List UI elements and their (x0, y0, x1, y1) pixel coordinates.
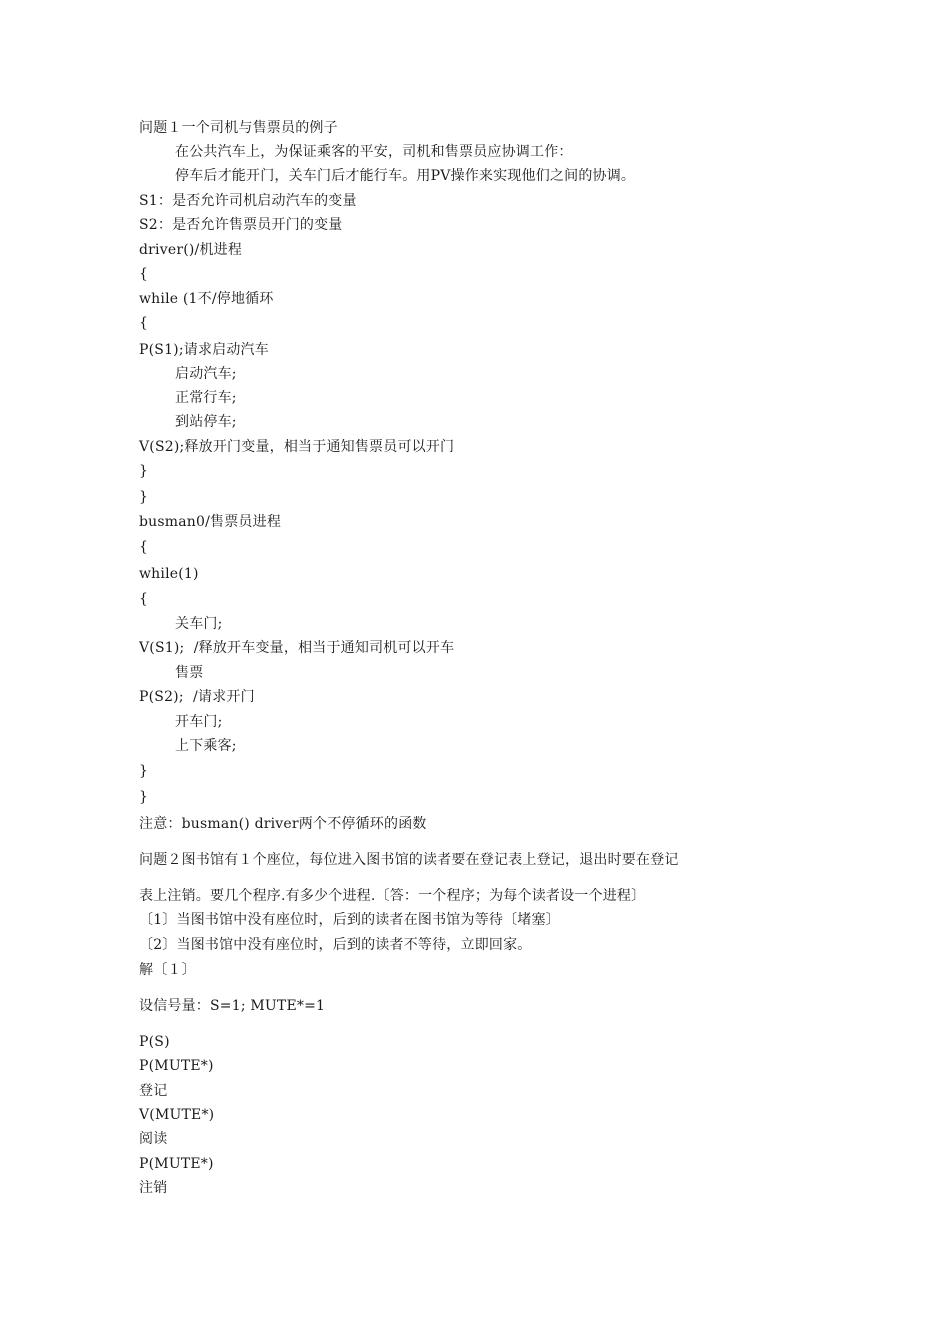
code-line: { (139, 591, 149, 607)
text-line: 停车后才能开门，关车门后才能行车。用PV操作来实现他们之间的协调。 (175, 168, 636, 184)
code-line: } (139, 463, 149, 479)
code-line: V(S1); /释放开车变量，相当于通知司机可以开车 (139, 640, 455, 656)
code-line: driver()/机进程 (139, 242, 243, 258)
code-line: } (139, 789, 149, 805)
code-line: 正常行车; (175, 390, 237, 406)
code-line: 上下乘客; (175, 738, 237, 754)
heading-problem-2: 问题２图书馆有１个座位，每位进入图书馆的读者要在登记表上登记，退出时要在登记 (139, 852, 679, 868)
code-line: 登记 (139, 1083, 168, 1099)
text-line: 在公共汽车上，为保证乘客的平安，司机和售票员应协调工作： (175, 144, 573, 160)
code-line: busman0/售票员进程 (139, 514, 282, 530)
code-line: { (139, 266, 149, 282)
text-line: 设信号量：S=1; MUTE*=1 (139, 998, 326, 1014)
code-line: 到站停车; (175, 414, 237, 430)
text-line: S1：是否允许司机启动汽车的变量 (139, 193, 357, 209)
code-line: P(MUTE*) (139, 1156, 214, 1172)
code-line: P(S1);请求启动汽车 (139, 342, 269, 358)
code-line: V(MUTE*) (139, 1107, 215, 1123)
heading-problem-1: 问题１一个司机与售票员的例子 (139, 120, 338, 136)
text-line: S2：是否允许售票员开门的变量 (139, 217, 343, 233)
code-line: V(S2);释放开门变量，相当于通知售票员可以开门 (139, 439, 455, 455)
text-line: 表上注销。要几个程序.有多少个进程.〔答：一个程序；为每个读者设一个进程〕 (139, 888, 646, 904)
note-line: 注意：busman() driver两个不停循环的函数 (139, 816, 427, 832)
code-line: while (1不/停地循环 (139, 291, 274, 307)
code-line: { (139, 315, 149, 331)
text-line: 〔1〕当图书馆中没有座位时，后到的读者在图书馆为等待〔堵塞〕 (139, 912, 560, 928)
solution-heading: 解〔１〕 (139, 962, 196, 978)
code-line: { (139, 539, 149, 555)
code-line: } (139, 489, 149, 505)
text-line: 〔2〕当图书馆中没有座位时，后到的读者不等待，立即回家。 (139, 937, 532, 953)
code-line: P(S2); /请求开门 (139, 689, 255, 705)
code-line: 关车门; (175, 616, 223, 632)
code-line: P(MUTE*) (139, 1058, 214, 1074)
code-line: P(S) (139, 1034, 170, 1050)
code-line: 开车门; (175, 714, 223, 730)
code-line: } (139, 763, 149, 779)
code-line: 阅读 (139, 1131, 168, 1147)
code-line: 售票 (175, 665, 204, 681)
code-line: 注销 (139, 1180, 168, 1196)
code-line: while(1) (139, 566, 199, 582)
code-line: 启动汽车; (175, 366, 237, 382)
